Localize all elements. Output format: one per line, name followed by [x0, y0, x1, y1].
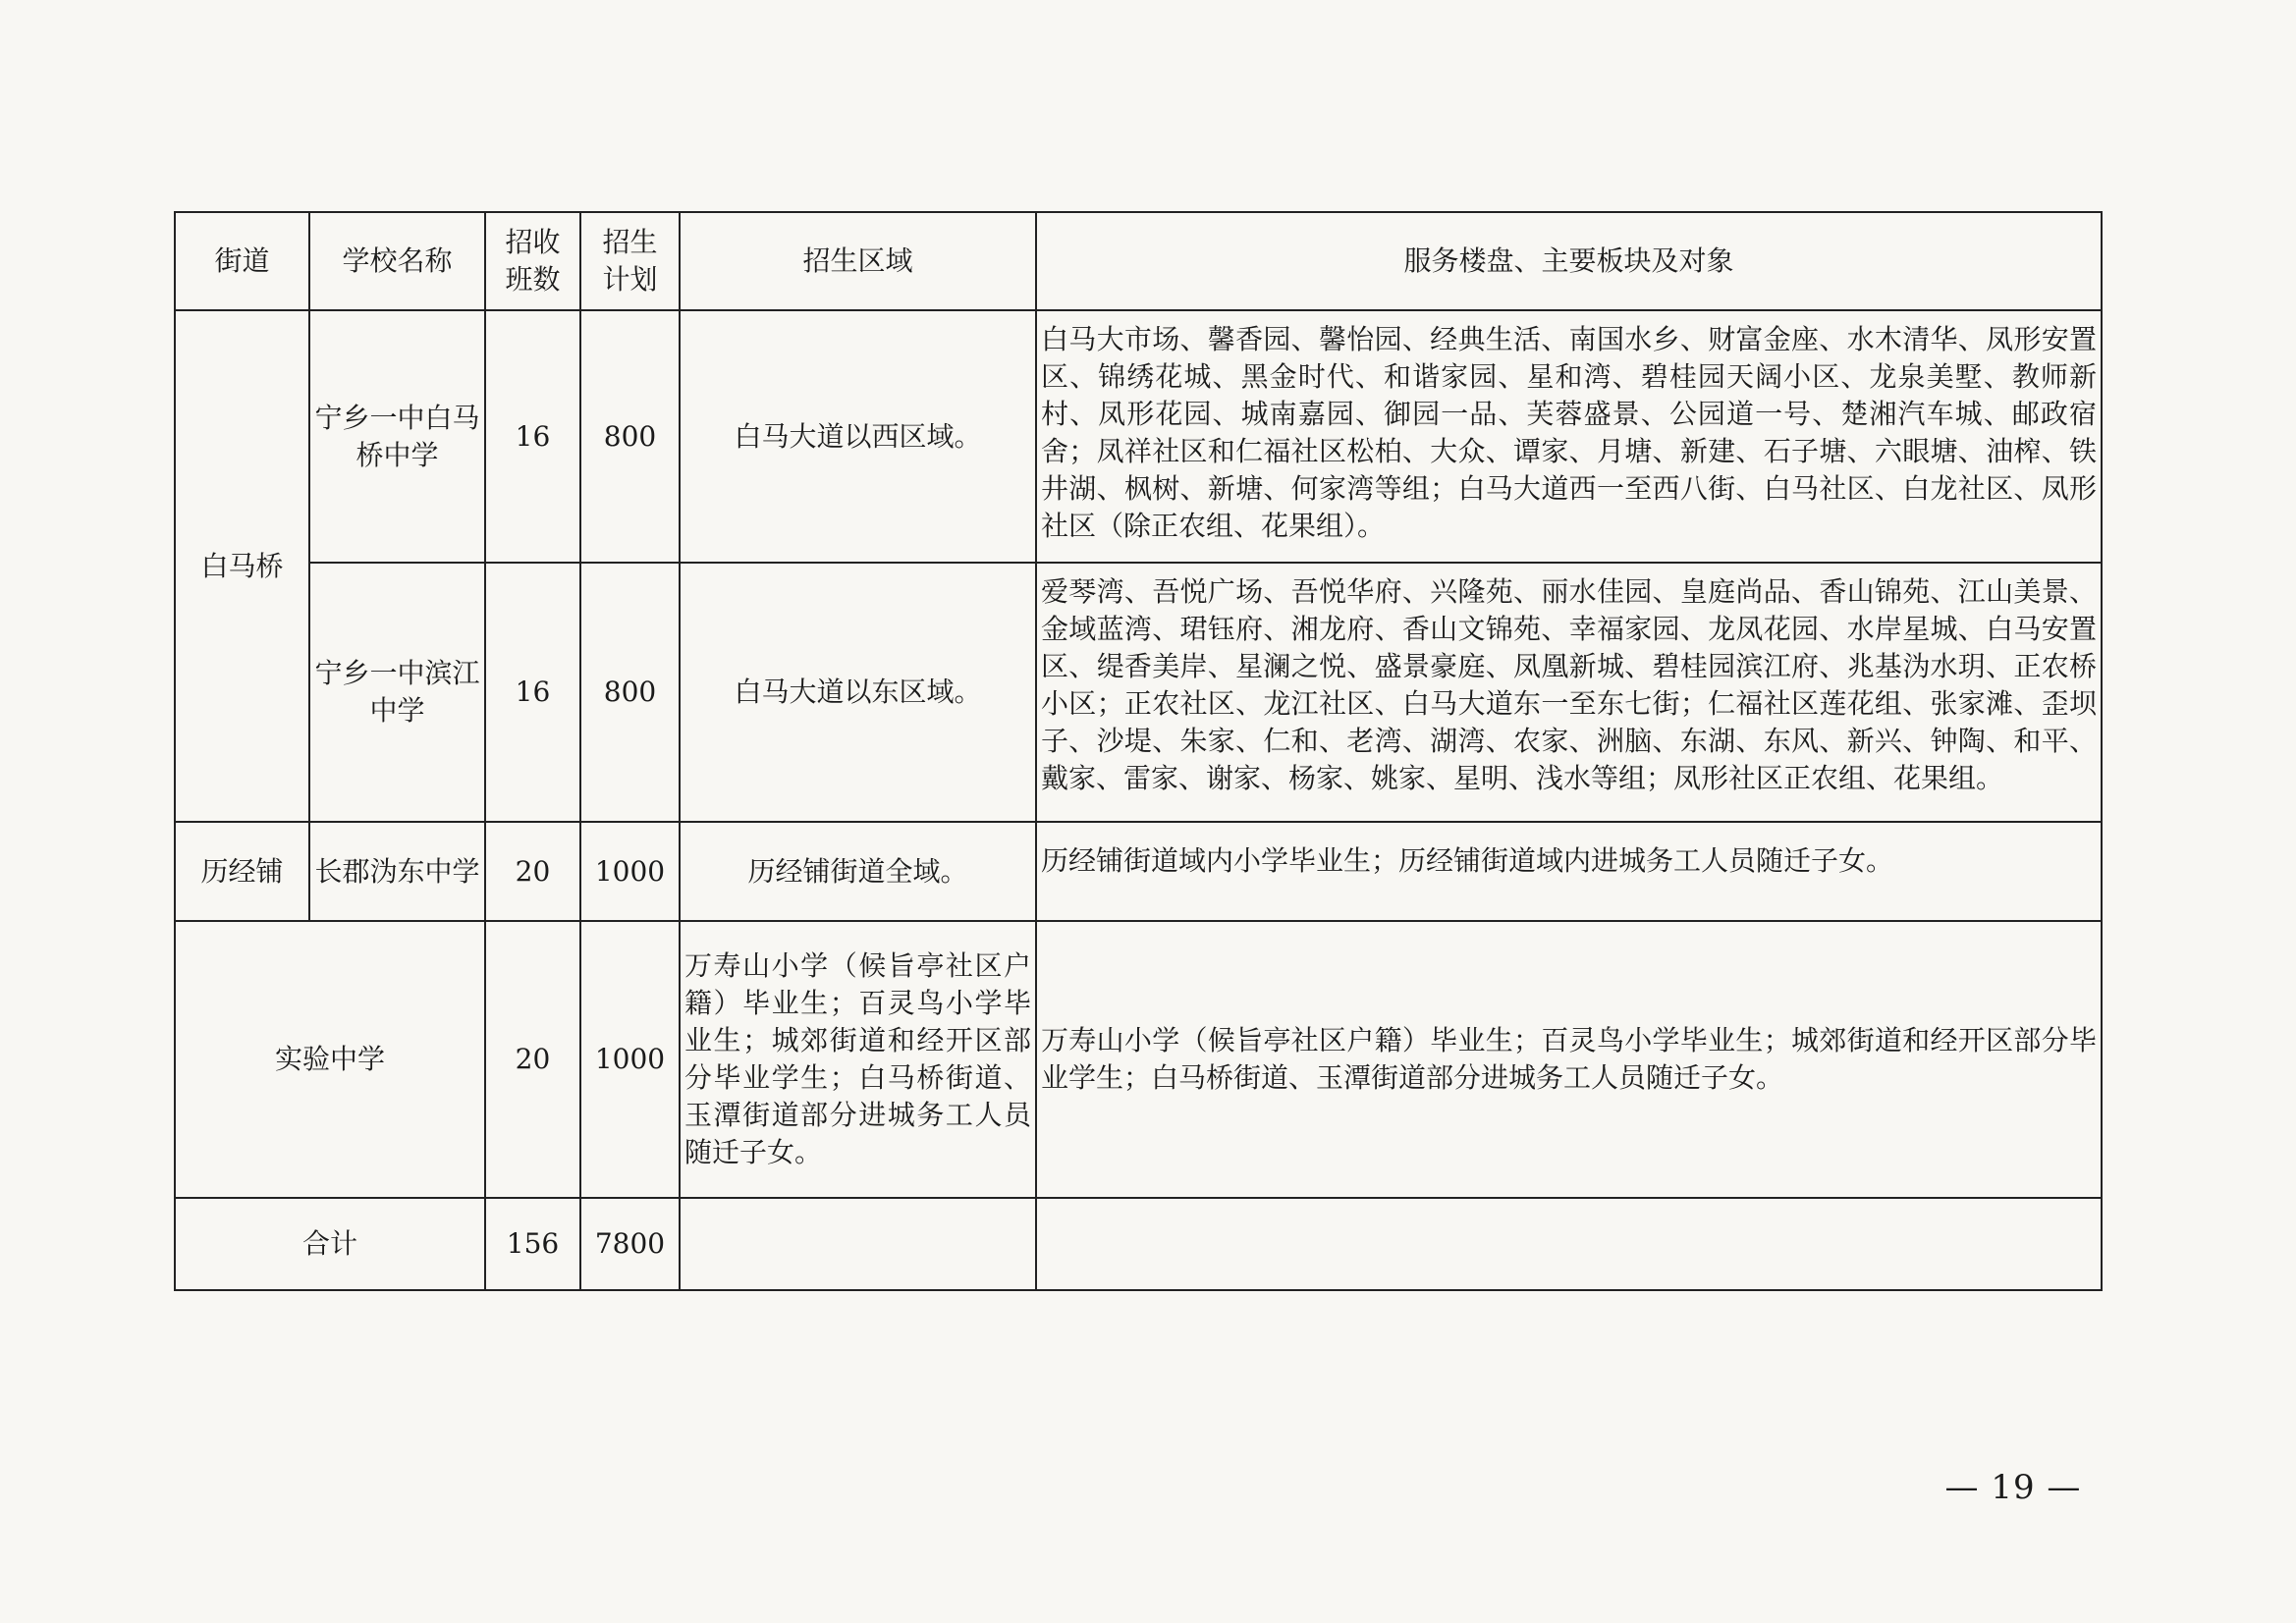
table-total-row [175, 1198, 2102, 1290]
table-row [175, 310, 2102, 563]
header-area: 招生区域 [680, 212, 1036, 310]
total-plan: 7800 [580, 1198, 680, 1290]
cell-school: 实验中学 [175, 921, 485, 1198]
cell-classes: 20 [485, 921, 580, 1198]
table-row [175, 822, 2102, 921]
page-number: — 19 — [1944, 1468, 2082, 1507]
table-row [175, 563, 2102, 822]
cell-service: 历经铺街道域内小学毕业生；历经铺街道域内进城务工人员随迁子女。 [1036, 822, 2102, 921]
cell-school: 宁乡一中滨江中学 [309, 563, 485, 822]
total-area-empty [680, 1198, 1036, 1290]
cell-area: 历经铺街道全域。 [680, 822, 1036, 921]
enrollment-table [174, 211, 2103, 1291]
header-service: 服务楼盘、主要板块及对象 [1036, 212, 2102, 310]
header-street: 街道 [175, 212, 309, 310]
cell-street: 历经铺 [175, 822, 309, 921]
header-classes: 招收班数 [485, 212, 580, 310]
cell-plan: 800 [580, 310, 680, 563]
header-school: 学校名称 [309, 212, 485, 310]
total-label: 合计 [175, 1198, 485, 1290]
cell-plan: 1000 [580, 921, 680, 1198]
cell-classes: 20 [485, 822, 580, 921]
cell-area: 白马大道以西区域。 [680, 310, 1036, 563]
cell-service: 白马大市场、馨香园、馨怡园、经典生活、南国水乡、财富金座、水木清华、凤形安置区、锦绣花城、黑金时代、和谐家园、星和湾、碧桂园天阔小区、龙泉美墅、教师新村、凤形花园、城南嘉园、御园一品、芙蓉盛景、公园道一号、楚湘汽车城、邮政宿舍；凤祥社区和仁福社区松柏、大众、谭家、月塘、新建、石子塘、六眼塘、油榨、铁井湖、枫树、新塘、何家湾等组；白马大道西一至西八街、白马社区、白龙社区、凤形社区（除正农组、花果组）。 [1036, 310, 2102, 563]
cell-classes: 16 [485, 563, 580, 822]
cell-area: 白马大道以东区域。 [680, 563, 1036, 822]
total-classes: 156 [485, 1198, 580, 1290]
cell-street: 白马桥 [175, 310, 309, 822]
cell-service: 万寿山小学（候旨亭社区户籍）毕业生；百灵鸟小学毕业生；城郊街道和经开区部分毕业学生；白马桥街道、玉潭街道部分进城务工人员随迁子女。 [1036, 921, 2102, 1198]
cell-school: 长郡沩东中学 [309, 822, 485, 921]
cell-plan: 1000 [580, 822, 680, 921]
cell-area: 万寿山小学（候旨亭社区户籍）毕业生；百灵鸟小学毕业生；城郊街道和经开区部分毕业学生；白马桥街道、玉潭街道部分进城务工人员随迁子女。 [680, 921, 1036, 1198]
cell-plan: 800 [580, 563, 680, 822]
total-service-empty [1036, 1198, 2102, 1290]
header-plan: 招生计划 [580, 212, 680, 310]
table-row [175, 921, 2102, 1198]
table-header-row [175, 212, 2102, 310]
cell-service: 爱琴湾、吾悦广场、吾悦华府、兴隆苑、丽水佳园、皇庭尚品、香山锦苑、江山美景、金域蓝湾、珺钰府、湘龙府、香山文锦苑、幸福家园、龙凤花园、水岸星城、白马安置区、缇香美岸、星澜之悦、盛景豪庭、凤凰新城、碧桂园滨江府、兆基沩水玥、正农桥小区；正农社区、龙江社区、白马大道东一至东七街；仁福社区莲花组、张家滩、歪坝子、沙堤、朱家、仁和、老湾、湖湾、农家、洲脑、东湖、东风、新兴、钟陶、和平、戴家、雷家、谢家、杨家、姚家、星明、浅水等组；凤形社区正农组、花果组。 [1036, 563, 2102, 822]
cell-classes: 16 [485, 310, 580, 563]
cell-school: 宁乡一中白马桥中学 [309, 310, 485, 563]
